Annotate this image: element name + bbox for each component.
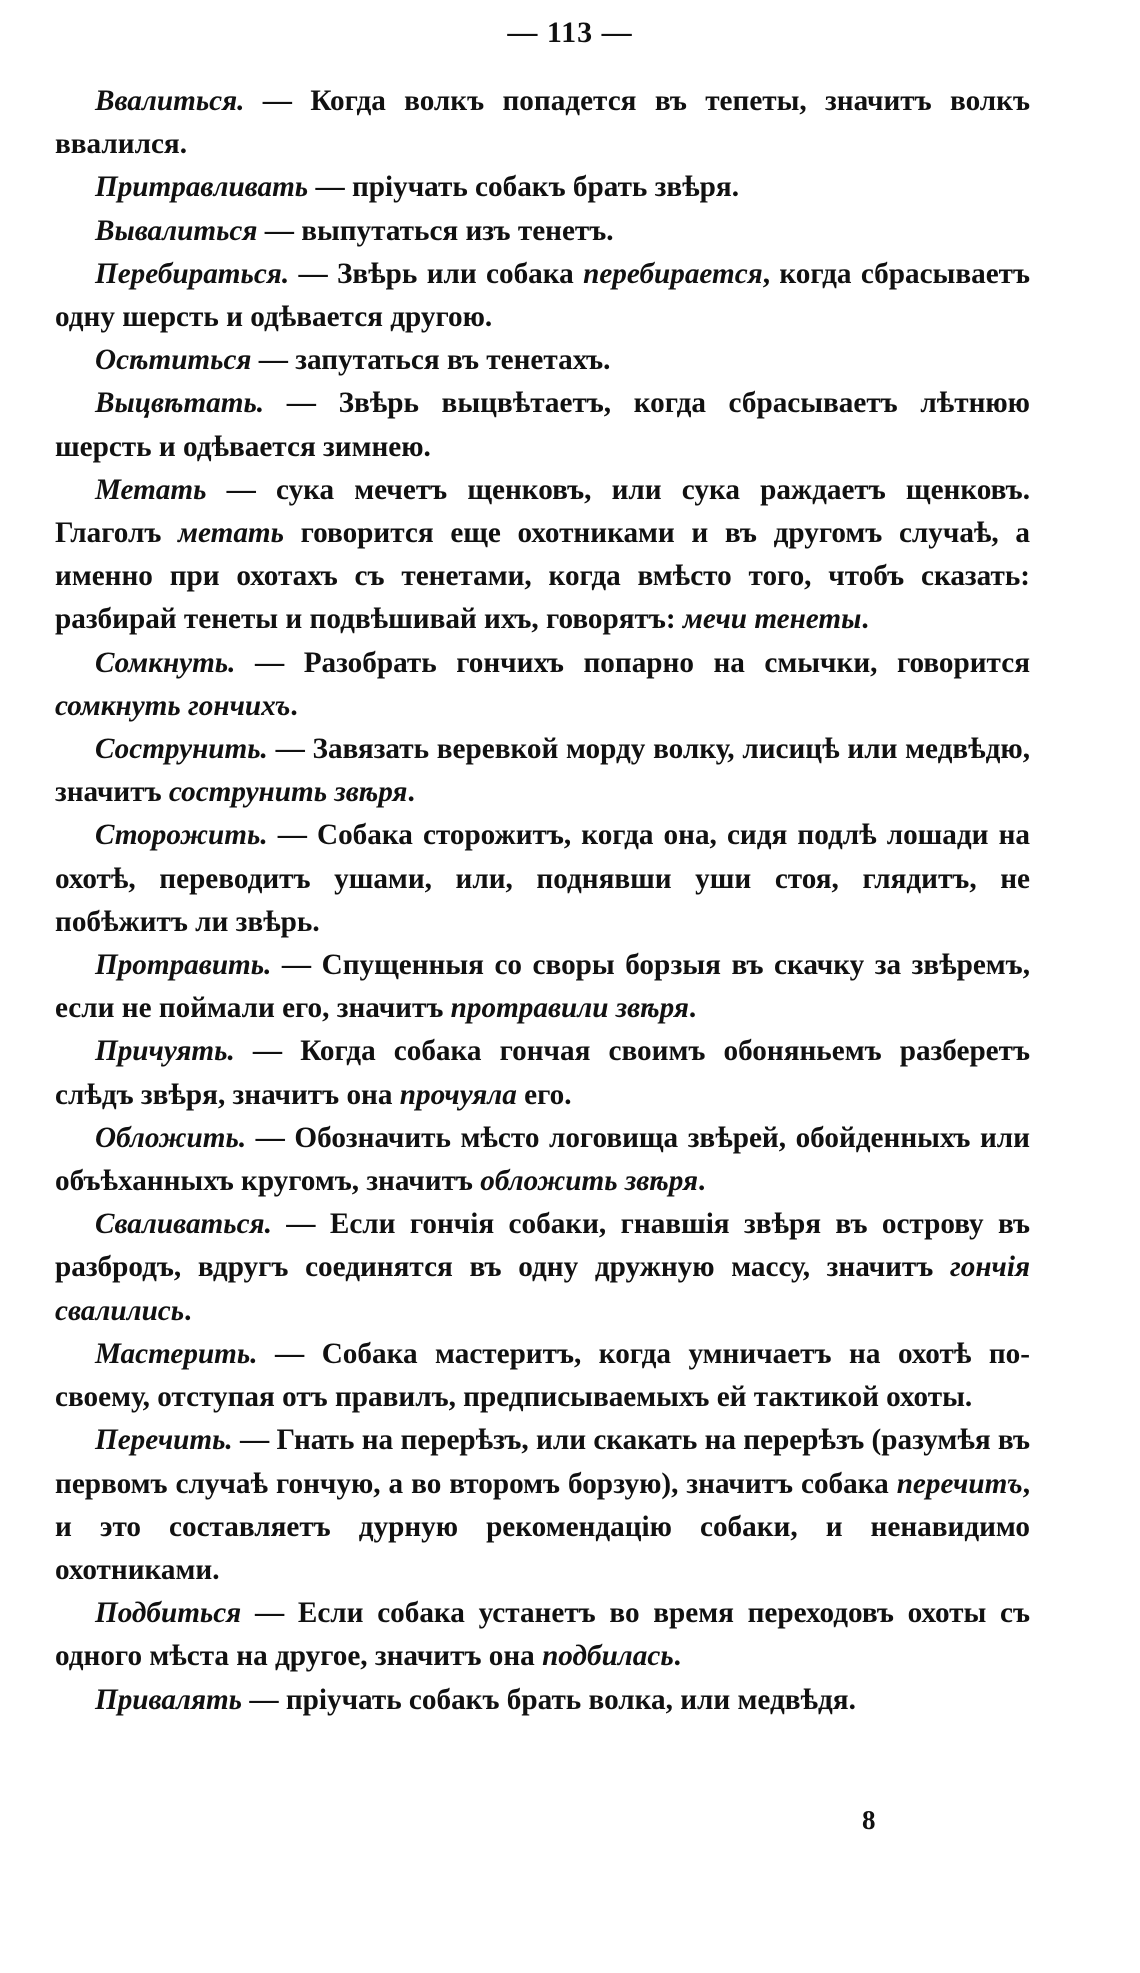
entry-definition: — Разобрать гончихъ попарно на смычки, говорится: [235, 646, 1030, 679]
entry-definition: — Завязать веревкой морду волку, лисицѣ или медвѣдю, значитъ: [55, 733, 1030, 809]
dictionary-text: [55, 80, 1030, 1722]
entry-term: Причуять.: [95, 1035, 235, 1068]
entry-definition: .: [861, 603, 869, 636]
entry-term: Перечить.: [95, 1424, 233, 1457]
entry: [55, 814, 1030, 944]
entry-term: Перебираться.: [95, 257, 290, 290]
entry-definition: — Когда собака гончая своимъ обоняньемъ разберетъ слѣдъ звѣря, значитъ она: [55, 1035, 1030, 1111]
entry-term: Осѣтиться: [95, 344, 252, 377]
entry-definition: — сука мечетъ щенковъ, или сука раждаетъ щенковъ. Глаголъ: [55, 473, 1030, 550]
entry: [55, 166, 1030, 209]
entry-definition: — Собака сторожитъ, когда она, сидя подлѣ лошади на охотѣ, переводитъ ушами, или, поднявши уши стоя, глядитъ, не побѣжитъ ли звѣрь.: [55, 819, 1030, 938]
entry-term: Протравить.: [95, 949, 272, 982]
entry: [55, 728, 1030, 814]
entry-term: Сторожить.: [95, 819, 268, 852]
entry-definition: — пріучать собакъ брать звѣря.: [308, 171, 739, 204]
entry: [55, 1203, 1030, 1333]
entry-definition: .: [290, 689, 298, 722]
entry-definition: .: [698, 1165, 706, 1198]
entry-definition: — Если собака устанетъ во время переходовъ охоты съ одного мѣста на другое, значитъ она: [55, 1597, 1030, 1673]
entry-definition: — Собака мастеритъ, когда умничаетъ на охотѣ по-своему, отступая отъ правилъ, предписываемыхъ ей тактикой охоты.: [55, 1337, 1030, 1414]
entry-italic: прочуяла: [399, 1078, 517, 1111]
entry-italic: перечитъ: [896, 1467, 1023, 1500]
entry-definition: говорится еще охотниками и въ другомъ случаѣ, а именно при охотахъ съ тенетами, когда вмѣсто того, чтобъ сказать: разбирай тенеты и подвѣшивай ихъ, говорятъ:: [55, 517, 1030, 636]
entry-term: Вывалиться: [95, 214, 258, 247]
entry-term: Сваливаться.: [95, 1208, 272, 1241]
entry-definition: .: [673, 1640, 681, 1673]
entry: [55, 253, 1030, 339]
entry-definition: — пріучать собакъ брать волка, или медвѣдя.: [242, 1683, 856, 1716]
entry-definition: — Обозначить мѣсто логовища звѣрей, обойденныхъ или объѣханныхъ кругомъ, значитъ: [55, 1121, 1030, 1198]
entry-term: Сострунить.: [95, 733, 268, 766]
entry: [55, 382, 1030, 468]
entry-italic: обложить звѣря: [480, 1165, 699, 1198]
entry-italic: сомкнуть гончихъ: [55, 689, 291, 722]
entry: [55, 210, 1030, 253]
entry-term: Притравливать: [95, 171, 309, 204]
entry-definition: .: [407, 776, 415, 809]
entry-term: Метать: [95, 473, 207, 506]
entry: [55, 1679, 1030, 1722]
entry-term: Мастерить.: [95, 1337, 258, 1370]
entry-term: Обложить.: [95, 1121, 247, 1154]
entry-definition: — Гнать на перерѣзъ, или скакать на перерѣзъ (разумѣя въ первомъ случаѣ гончую, а во второмъ борзую), значитъ собака: [55, 1424, 1030, 1500]
entry-italic: перебирается: [583, 257, 763, 290]
entry: [55, 944, 1030, 1030]
entry-italic: подбилась: [542, 1640, 674, 1673]
entry-italic: метать: [178, 517, 284, 550]
entry: [55, 1117, 1030, 1203]
entry: [55, 1419, 1030, 1592]
entry-definition: .: [688, 992, 697, 1025]
entry: [55, 80, 1030, 166]
entry-definition: .: [184, 1294, 192, 1327]
entry-italic: мечи тенеты: [682, 603, 862, 636]
entry: [55, 469, 1030, 642]
entry: [55, 1030, 1030, 1116]
entry-term: Ввалиться.: [95, 85, 245, 117]
signature-mark: 8: [862, 1805, 876, 1835]
entry-definition: — выпутаться изъ тенетъ.: [257, 214, 614, 247]
entry-definition: — Если гончія собаки, гнавшія звѣря въ острову въ разбродъ, вдругъ соединятся въ одну дружную массу, значитъ: [55, 1208, 1030, 1284]
entry: [55, 1592, 1030, 1678]
entry-definition: — Спущенныя со своры борзыя въ скачку за звѣремъ, если не поймали его, значитъ: [55, 949, 1030, 1025]
entry: [55, 642, 1030, 728]
entry-italic: протравили звѣря: [450, 992, 689, 1025]
entry-italic: гончія свалились: [55, 1251, 1030, 1327]
entry-term: Сомкнуть.: [95, 646, 236, 679]
entry-definition: — Звѣрь или собака: [289, 257, 584, 290]
entry-definition: — запутаться въ тенетахъ.: [251, 344, 611, 377]
entry-term: Привалять: [95, 1683, 243, 1716]
entry-definition: — Когда волкъ попадется въ тепеты, значитъ волкъ ввалился.: [55, 85, 1030, 161]
entry-term: Выцвѣтать.: [95, 387, 265, 420]
entry-definition: , и это составляетъ дурную рекомендацію собаки, и ненавидимо охотниками.: [55, 1467, 1030, 1586]
entry: [55, 1333, 1030, 1419]
entry-term: Подбиться: [95, 1597, 242, 1630]
entry-italic: сострунить звѣря: [168, 776, 408, 809]
page-number: — 113 —: [507, 16, 633, 49]
entry-definition: , когда сбрасываетъ одну шерсть и одѣвается другою.: [55, 257, 1030, 334]
entry: [55, 339, 1030, 382]
entry-definition: — Звѣрь выцвѣтаетъ, когда сбрасываетъ лѣтнюю шерсть и одѣвается зимнею.: [55, 387, 1030, 463]
entry-definition: его.: [516, 1078, 572, 1111]
